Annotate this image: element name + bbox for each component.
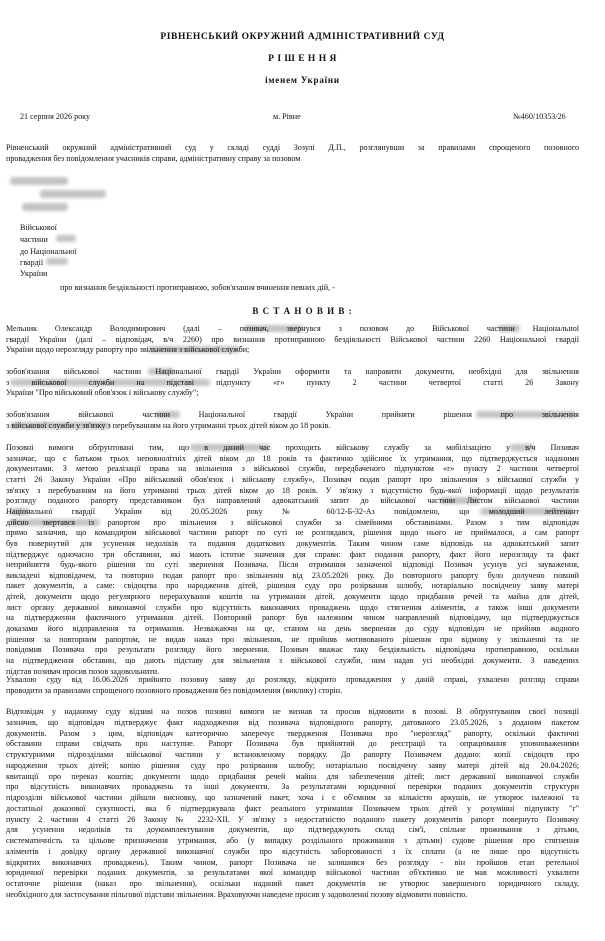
document-type: Р І Ш Е Н Н Я [268,54,337,64]
text-line: відкритих виконавчих проваджень). Таким чином, рапорт Позивача не залишився без розгляду - він пройшов етап ретельної [6,857,579,867]
redacted-plaintiff [10,177,68,185]
defendant-line: гвардії [20,258,44,267]
in-name-of-ukraine: іменем України [265,75,340,85]
text-line: систематичність та цільове призначення утримання, або (у випадку роздільного проживання з дітьми) судове рішення про стягнення [6,836,579,845]
text-line: пакет документів, а саме: свідоцтва про народження дітей, рішення суду про розірвання шлюбу, нотаріально посвідчену заяву матері [6,581,579,591]
text-line: рішення за повторним рапортом, не видав наказ про звільнення, не прийняв мотивованого рішення про відмову у звільненні та не [6,634,579,644]
case-subject: про визнання бездіяльності протиправною, зобов'язання вчинення певних дій, - [60,283,335,292]
text-line: структурними підрозділами військової частини у встановленому порядку. До рапорту Позивачем додано: копії свідоцтв про [6,750,579,759]
redacted-unit [56,235,76,242]
redacted-plaintiff [22,203,68,211]
text-line: Мельник Олександр Володимирович (далі – позивач, звернувся з позовом до Військової частини Національної [6,324,579,333]
defendant-line: частини [20,235,48,244]
text-line: гвардії України (далі – відповідач, в/ч 2260) про визнання протиправною бездіяльності Військової частини 2260 Національної гвардії [6,334,579,344]
text-line: України щодо нерозгляду рапорту про звільнення з військової служби; [6,345,250,355]
text-line: зазначає, що є батьком трьох неповнолітніх дітей віком до 18 років та фактично здійснює їх утримання, що підтверджується наданими [6,453,579,463]
text-line: про відсутність виконавчих проваджень та інші документи. За результатами юридичної перевірки поданих документів структури [6,782,579,792]
decision-date: 21 серпня 2026 року [20,112,91,121]
text-line: народження трьох дітей; копію рішення суду про розірвання шлюбу; нотаріально посвідчену заяву матері дітей від 20.04.2026; [6,760,579,770]
text-line: з військової служби у зв'язку з перебуванням на його утриманні трьох дітей віком до 18 років. [6,420,331,430]
text-line: пункту 2 частини 4 статті 26 Закону № 2232-XII. У зв'язку з недостатністю поданого пакету документів рапорт повернуто Позивачу [6,814,579,824]
text-line: України "Про військовий обов'язок і військову службу"; [6,388,199,398]
text-line: статті 26 Закону України «Про військовий обов'язок і військову службу», Позивач подав рапорт про звільнення з військової служби у [6,474,579,484]
text-line: зв'язку з перебуванням на його утриманні трьох дітей віком до 18 років. У зв'язку з відсутністю будь-якої інформації щодо результатів [6,485,579,495]
text-line: необхідного для застосування пільгової підстави звільнення. Враховуючи наведене просив у задоволенні позову відмовити повністю. [6,889,468,899]
text-line: обставини справи свідчать про наступне. Рапорт Позивача був прийнятий до реєстрації та опрацювання уповноваженими [6,739,579,749]
text-line: дітей, документи щодо регулярного перерахування коштів на утримання дітей, документи щодо придбання речей та майна для дітей, [6,592,579,602]
redacted-unit [46,258,68,265]
court-name: РІВНЕНСЬКИЙ ОКРУЖНИЙ АДМІНІСТРАТИВНИЙ СУД [160,32,445,42]
text-line: неприйняття будь-якого рішення по суті звернення Позивача. Після отримання зазначеної відповіді Позивач усунув усі зауваження, [6,560,579,570]
text-line: аліментів і довідку органу державної виконавчої служби про відсутність заборгованості з їх сплати (а не лише про відсутність [6,846,579,856]
text-line: прямо зазначив, що командиром військової частини рапорт по суті не розглядався, рішення щодо нього не приймалося, а сам рапорт [6,528,579,538]
text-line: Позовні вимоги обґрунтовані тим, що в даний час проходить військову службу за мобілізацією у в/ч Позивач [6,443,579,452]
text-line: з військової служби на підставі підпункту «г» пункту 2 частини четвертої статті 26 Закону [6,377,579,387]
text-line: квитанції про переказ коштів; документи щодо придбання речей майна для забезпечення дітей; лист державної виконавчої служби [6,771,579,781]
text-line: розгляду поданого рапорту представником бул направлений адвокатський запит до військової частини Листом військової частини [6,496,579,506]
section-title: В С Т А Н О В И В : [252,306,353,316]
text-line: проводити за правилами спрощеного позовного провадження без повідомлення (виклику) сторін. [6,685,343,695]
text-line: на підтвердження обставин, що дають підставу для звільнення з військової служби, ним надав усі необхідні документи. З наведених [6,656,579,665]
text-line: зазначив, що відповідач підтверджує факт надходження від позивача відповідного рапорту, датованого 23.05.2026, з доданим пакетом [6,717,579,727]
text-line: зобов'язання військової частини Національної гвардії України прийняти рішення про звільнення [6,410,579,419]
case-number: №460/10353/26 [513,112,566,121]
text-line: провадження без повідомлення учасників справи, адміністративну справу за позовом [6,153,301,163]
text-line: лист органу державної виконавчої служби про відсутність виконавчих проваджень щодо стягнення аліментів, а також інші документи [6,602,579,612]
text-line: юридичної перевірки поданих документів, за результатами якої командир військової частини об'єктивно не мав можливості ухвалити [6,868,579,878]
text-line: документів. Разом з цим, відповідач категорично заперечує твердження Позивача про "нерозгляд" рапорту, оскільки фактичні [6,728,579,738]
text-line: документами. З метою реалізації права на звільнення з військової служби, передбаченого підпунктом «г» пункту 2 частини четвертої [6,464,579,474]
defendant-line: України [20,269,48,278]
text-line: доказами його відправлення та отримання. Незважаючи на це, станом на день звернення до суду відповідач не прийняв жодного [6,624,579,634]
text-line: остаточне рішення (наказ про звільнення), оскільки наданий пакет документів не утворює завершеного юридичного складу, [6,879,579,888]
text-line: підстав позивач просив позов задовольнити. [6,666,160,676]
text-line: Національної гвардії України від 20.05.2026 року № 60/12-Б-32-Аз повідомлено, що молодший лейтенант [6,506,579,516]
text-line: для усунення недоліків та доукомплектування документів, що підтверджують склад сім'ї, спільне проживання з дітьми, [6,825,579,835]
text-line: Ухвалою суду від 16.06.2026 прийнято позовну заяву до розгляду, відкрито провадження у даній справі, ухвалено розгляд справи [6,675,579,684]
text-line: Відповідач у наданому суду відзиві на позов позовні вимоги не визнав та просив відмовити в позові. В обґрунтування своєї позиції [6,707,579,716]
text-line: викладені відповідачем, та повторно подав рапорт про звільнення від 23.05.2026 року. До повторного рапорту було долучено повний [6,570,579,580]
defendant-line: до Національної [20,247,77,256]
decision-city: м. Рівне [273,112,301,121]
text-line: був повернутий для усунення недоліків та подання додаткових документів. Таким чином саме відповідь на адвокатський запит [6,538,579,548]
text-line: зобов'язання військової частини Національної гвардії України оформити та направити документи, необхідні для звільнення [6,367,579,376]
text-line: Рівненський окружний адміністративний суд у складі судді Зозулі Д.П., розглянувши за правилами спрощеного позовного [6,143,579,152]
redacted-plaintiff [40,190,106,198]
text-line: на підтвердження фактичного утримання дітей. Повторний рапорт був належним чином направлений відповідачу, що підтверджується [6,613,579,623]
text-line: повідомив Позивача про результати розгляду його звернення. Позивач вважає таку бездіяльність відповідача протиправною, оскільки [6,645,579,655]
text-line: дійсно звертався із рапортом про звільнення з військової служби за сімейними обставинами. Разом з тим відповідач [6,517,579,527]
defendant-line: Військової [20,223,57,232]
text-line: підрозділи військової частини дійшли висновку, що зазначений пакет, хоча і є об'ємним за кількістю аркушів, не утворює належної та [6,793,579,802]
text-line: підтверджує одночасно три обставини, які мають істотне значення для справи: факт подання рапорту, факт його нерозгляду та факт [6,549,579,559]
text-line: достатньої доказової сукупності, яка б підтверджувала факт реального утримання Позивачем трьох дітей у розумінні підпункту "г" [6,803,579,813]
